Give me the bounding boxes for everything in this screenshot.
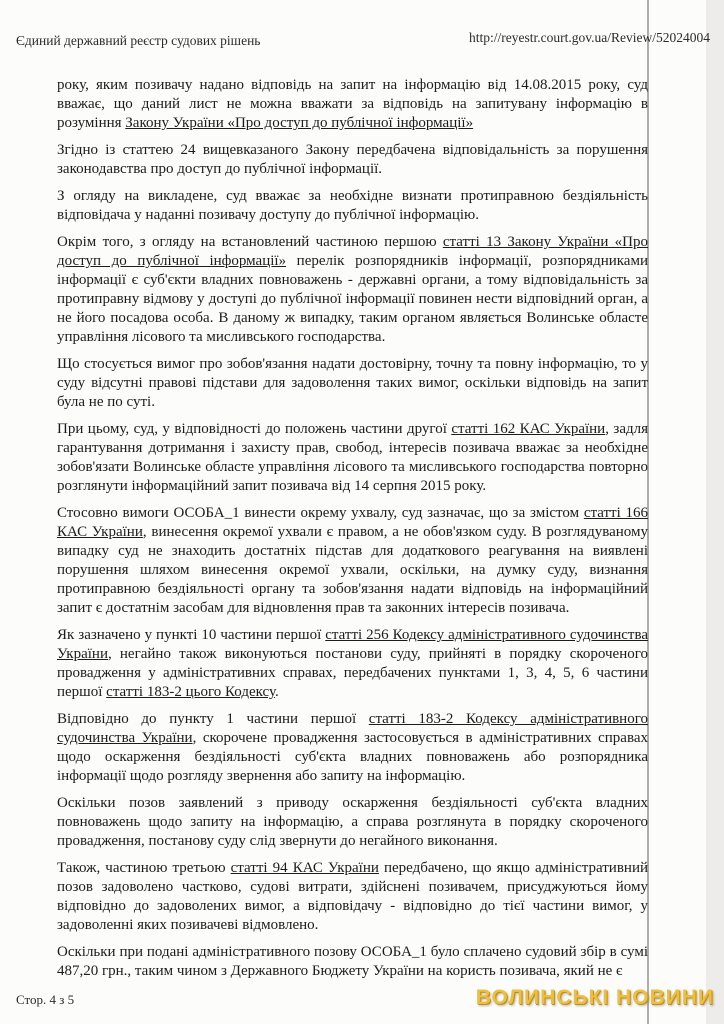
text-segment: .	[274, 684, 279, 700]
text-segment: Оскільки при подані адміністративного позову ОСОБА_1 було сплачено судовий збір в сумі 487,20 грн., таким чином з Державного Бюджету України на користь позивача, який не є	[57, 944, 648, 979]
text-segment: , скорочене провадження застосовується в адміністративних справах щодо оскарження бездіяльності суб'єкта владних повноважень або розпорядника інформації щодо розгляду звернення або запиту на інформацію.	[57, 730, 648, 784]
registry-title: Єдиний державний реєстр судових рішень	[16, 33, 261, 48]
text-segment: Стосовно вимоги ОСОБА_1 винести окрему ухвалу, суд зазначає, що за змістом	[57, 505, 584, 521]
text-segment: Відповідно до пункту 1 частини першої	[57, 711, 369, 727]
paragraph	[57, 76, 648, 133]
volynski-novyny-watermark: ВОЛИНСЬКІ НОВИНИ	[475, 986, 714, 1009]
paragraph	[57, 187, 648, 225]
paragraph	[57, 355, 648, 412]
page-number: Стор. 4 з 5	[16, 992, 75, 1007]
paragraph	[57, 943, 648, 981]
text-segment: , задля гарантування дотримання і захисту прав, свобод, інтересів позивача вважає за необхідне зобов'язати Волинське областе управління лісового та мисливського господарства повторно розглянути інформаційний запит позивача від 14 серпня 2015 року.	[57, 421, 649, 494]
text-segment: Що стосується вимог про зобов'язання надати достовірну, точну та повну інформацію, то у суду відсутні правові підстави для задоволення таких вимог, оскільки відповідь на запит була не по суті.	[57, 356, 648, 410]
text-segment: Як зазначено у пункті 10 частини першої	[57, 627, 326, 643]
text-segment: перелік розпорядників інформації, розпорядниками інформації є суб'єкти владних повноважень - державні органи, а тому відповідальність за протиправну відмову у доступі до публічної інформації повинен нести відповідний орган, а не його посадова особа. В даному ж випадку, таким органом являється Волинське областе управління лісового та мисливського господарства.	[57, 253, 648, 345]
paragraph	[57, 233, 648, 347]
text-segment: Окрім того, з огляду на встановлений частиною першою	[57, 234, 443, 250]
text-segment: Згідно із статтею 24 вищевказаного Закону передбачена відповідальність за порушення законодавства про доступ до публічної інформації.	[57, 142, 648, 177]
paragraph	[57, 859, 648, 935]
document-body	[57, 76, 648, 989]
scan-edge-shading	[706, 0, 724, 1024]
paragraph	[57, 626, 648, 702]
law-citation: статті 94 КАС України	[230, 860, 379, 876]
law-citation: Закону України «Про доступ до публічної інформації»	[125, 115, 474, 131]
law-citation: статті 256 Кодексу адміністративного судочинства України	[57, 627, 648, 662]
text-segment: передбачено, що якщо адміністративний позов задоволено частково, судові витрати, здійснені позивачем, присуджуються йому відповідно до задоволених вимог, а відповідачу - відповідно до тієї частини вимог, у задоволенні яких позивачеві відмовлено.	[57, 860, 648, 933]
law-citation: статті 162 КАС України	[451, 421, 606, 437]
law-citation: статті 13 Закону України «Про доступ до публічної інформації»	[57, 234, 648, 269]
text-segment: При цьому, суд, у відповідності до положень частини другої	[57, 421, 452, 437]
paragraph	[57, 794, 648, 851]
paragraph	[57, 504, 648, 618]
document-url: http://reyestr.court.gov.ua/Review/52024004	[469, 30, 710, 45]
text-segment: Оскільки позов заявлений з приводу оскарження бездіяльності суб'єкта владних повноважень щодо запиту на інформацію, а справа розглянута в порядку скороченого провадження, постанову суду слід звернути до негайного виконання.	[57, 795, 648, 849]
paragraph	[57, 420, 648, 496]
text-segment: , винесення окремої ухвали є правом, а не обов'язком суду. В розглядуваному випадку суд не знаходить достатніх підстав для додаткового реагування на виявлені порушення шляхом винесення окремої ухвали, оскільки, на думку суду, визнання протиправною бездіяльності органу та зобов'язання надати відповідь на інформаційний запит є достатнім засобам для відновлення прав та законних інтересів позивача.	[57, 524, 648, 616]
law-citation: статті 166 КАС України	[57, 505, 648, 540]
law-citation: статті 183-2 Кодексу адміністративного судочинства України	[57, 711, 648, 746]
text-segment: З огляду на викладене, суд вважає за необхідне визнати протиправною бездіяльність відповідача у наданні позивачу доступу до публічної інформацію.	[57, 188, 648, 223]
paragraph	[57, 141, 648, 179]
paragraph	[57, 710, 648, 786]
text-segment: , негайно також виконуються постанови суду, прийняті в порядку скороченого провадження у адміністративних справах, передбачених пунктами 1, 3, 4, 5, 6 частини першої	[57, 646, 648, 700]
law-citation: статті 183-2 цього Кодексу	[106, 684, 275, 700]
text-segment: Також, частиною третьою	[57, 860, 231, 876]
text-segment: року, яким позивачу надано відповідь на запит на інформацію від 14.08.2015 року, суд вважає, що даний лист не можна вважати за відповідь на запитувану інформацію в розуміння	[57, 77, 648, 131]
